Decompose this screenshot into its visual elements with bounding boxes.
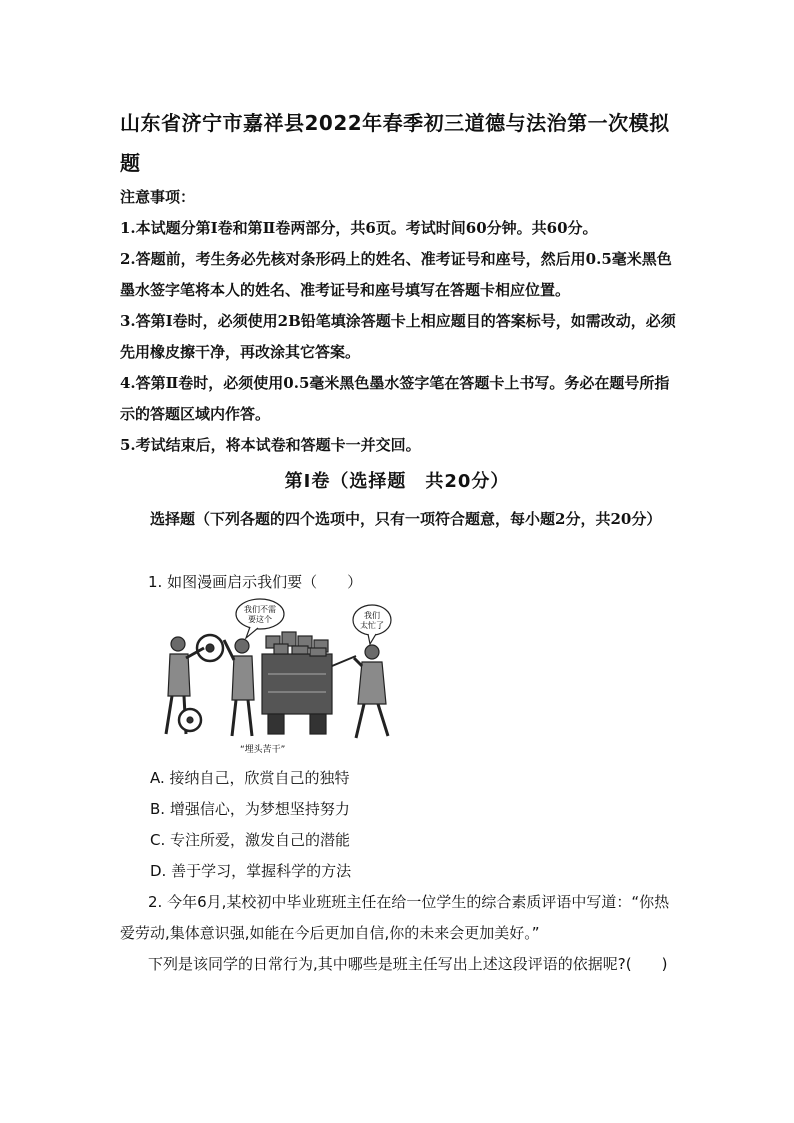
notes-block — [120, 182, 680, 461]
speech-bubble-left-tail — [246, 627, 258, 638]
question-2-follow: 下列是该同学的日常行为,其中哪些是班主任写出上述这段评语的依据呢?( ) — [148, 955, 668, 973]
option-b: B. 增强信心，为梦想坚持努力 — [150, 800, 350, 818]
cartoon-caption: “埋头苦干” — [240, 745, 286, 755]
bubble-right-line-2: 太忙了 — [360, 621, 384, 630]
question-1-stem: 1. 如图漫画启示我们要（ ） — [148, 573, 363, 591]
note-item: 3.答第Ⅰ卷时，必须使用2B铅笔填涂答题卡上相应题目的答案标号，如需改动，必须先用橡皮擦干净，再改涂其它答案。 — [120, 312, 676, 361]
figure-left — [166, 635, 223, 734]
speech-bubble-right — [353, 605, 391, 635]
notes-heading: 注意事项： — [120, 188, 196, 206]
note-item: 4.答第Ⅱ卷时，必须使用0.5毫米黑色墨水签字笔在答题卡上书写。务必在题号所指示的答题区域内作答。 — [120, 374, 670, 423]
bubble-right-line-1: 我们 — [364, 611, 380, 620]
speech-bubble-left — [236, 599, 284, 629]
cart — [262, 632, 356, 734]
option-d: D. 善于学习，掌握科学的方法 — [150, 862, 352, 880]
option-a: A. 接纳自己，欣赏自己的独特 — [150, 769, 350, 787]
speech-bubble-right-tail — [368, 634, 376, 644]
figure-right — [354, 645, 388, 738]
exam-title: 山东省济宁市嘉祥县2022年春季初三道德与法治第一次模拟题 — [120, 111, 670, 175]
section-intro: 选择题（下列各题的四个选项中，只有一项符合题意，每小题2分，共20分） — [150, 510, 662, 528]
bubble-left-line-2: 要这个 — [248, 615, 272, 624]
option-c: C. 专注所爱，激发自己的潜能 — [150, 831, 351, 849]
section-title: 第Ⅰ卷（选择题 共20分） — [284, 471, 510, 492]
note-item: 1.本试题分第Ⅰ卷和第Ⅱ卷两部分，共6页。考试时间60分钟。共60分。 — [120, 219, 598, 237]
question-2-stem: 2. 今年6月,某校初中毕业班班主任在给一位学生的综合素质评语中写道：“你热爱劳动,集体意识强,如能在今后更加自信,你的未来会更加美好。” — [120, 893, 670, 942]
bubble-left-line-1: 我们不需 — [244, 605, 276, 614]
figure-middle — [224, 639, 254, 736]
note-item: 2.答题前，考生务必先核对条形码上的姓名、准考证号和座号，然后用0.5毫米黑色墨水签字笔将本人的姓名、准考证号和座号填写在答题卡相应位置。 — [120, 250, 672, 299]
cartoon-illustration — [150, 596, 400, 756]
note-item: 5.考试结束后，将本试卷和答题卡一并交回。 — [120, 436, 421, 454]
